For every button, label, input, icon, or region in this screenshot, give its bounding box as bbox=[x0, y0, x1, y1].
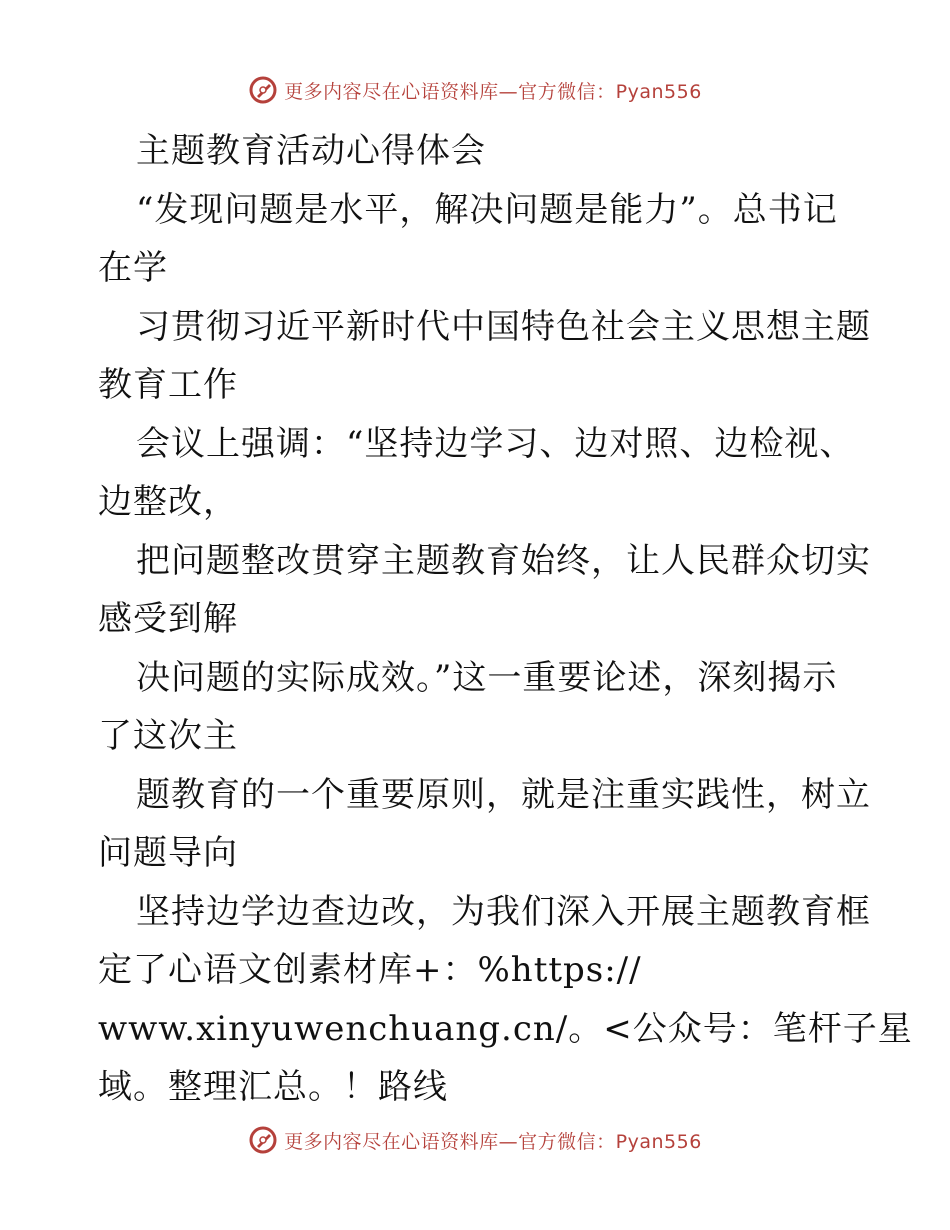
paragraph-line: 教育工作 bbox=[98, 365, 238, 405]
paragraph-line: 了这次主 bbox=[98, 716, 238, 756]
paragraph-line: 坚持边学边查边改，为我们深入开展主题教育框 bbox=[136, 891, 871, 932]
header-banner bbox=[0, 70, 950, 110]
paragraph-line: 边整改， bbox=[98, 482, 238, 522]
paragraph-line: 域。整理汇总。！路线 bbox=[98, 1067, 448, 1107]
banner-text: 更多内容尽在心语资料库—官方微信：Pyan556 bbox=[284, 80, 702, 103]
paragraph-line: 感受到解 bbox=[98, 599, 238, 639]
banner-text: 更多内容尽在心语资料库—官方微信：Pyan556 bbox=[284, 1130, 702, 1153]
paragraph-line: www.xinyuwenchuang.cn/。<公众号：笔杆子星 bbox=[98, 1008, 913, 1049]
quill-seal-icon bbox=[248, 75, 278, 105]
quill-seal-icon bbox=[248, 1125, 278, 1155]
paragraph-line: 问题导向 bbox=[98, 833, 238, 873]
document-body bbox=[98, 122, 913, 1117]
paragraph-line: 习贯彻习近平新时代中国特色社会主义思想主题 bbox=[136, 306, 871, 347]
paragraph-line: 在学 bbox=[98, 248, 168, 288]
paragraph-line: 把问题整改贯穿主题教育始终，让人民群众切实 bbox=[136, 540, 871, 581]
paragraph-line: 题教育的一个重要原则，就是注重实践性，树立 bbox=[136, 774, 871, 815]
paragraph-line: 决问题的实际成效。”这一重要论述，深刻揭示 bbox=[136, 657, 838, 698]
footer-banner bbox=[0, 1120, 950, 1160]
paragraph-line: “发现问题是水平，解决问题是能力”。总书记 bbox=[136, 189, 838, 230]
paragraph-line: 会议上强调：“坚持边学习、边对照、边检视、 bbox=[136, 423, 855, 464]
paragraph-line: 定了心语文创素材库+：%https:// bbox=[98, 950, 642, 990]
document-title: 主题教育活动心得体会 bbox=[136, 131, 486, 171]
